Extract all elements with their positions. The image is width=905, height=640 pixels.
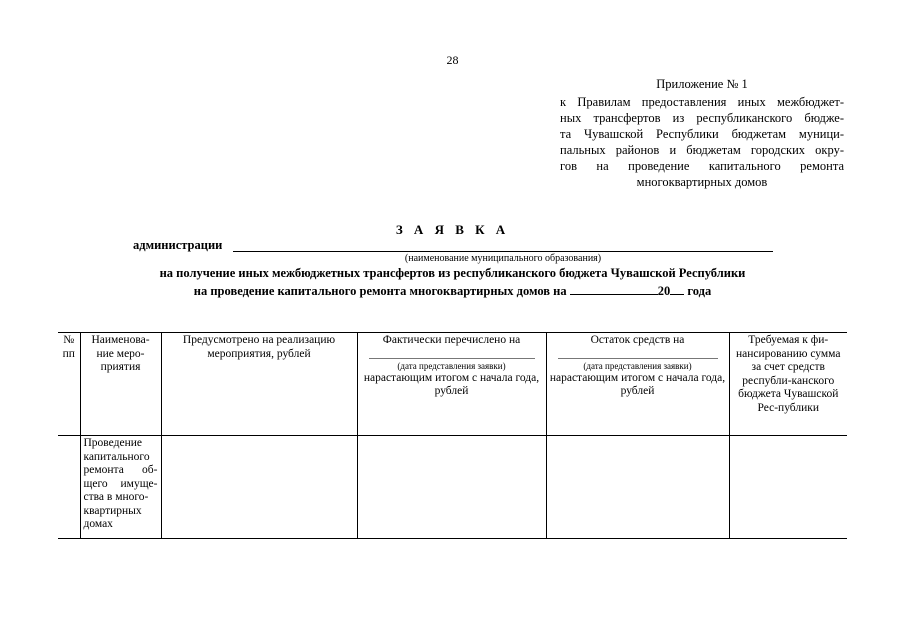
purpose-line-2 xyxy=(0,283,905,299)
appendix-line: та Чувашской Республики бюджетам муници- xyxy=(560,127,844,141)
appendix-line: ных трансфертов из республиканского бюдже- xyxy=(560,111,844,125)
appendix-title: Приложение № 1 xyxy=(656,77,748,91)
purpose-line-1: на получение иных межбюджетных трансфертов из республиканского бюджета Чувашской Республики xyxy=(159,266,746,280)
purpose-suffix: года xyxy=(687,284,712,298)
cell-name-line: капитального xyxy=(83,450,150,463)
header-name: Наименова-ние меро-приятия xyxy=(80,333,161,436)
appendix-line: многоквартирных домов xyxy=(636,175,768,189)
header-transferred xyxy=(357,333,546,436)
purpose-prefix: на проведение капитального ремонта многоквартирных домов на xyxy=(193,284,567,298)
cell-name xyxy=(80,436,161,539)
application-table xyxy=(58,332,847,539)
header-transferred-date: (дата представления заявки) xyxy=(397,360,506,371)
page-number: 28 xyxy=(446,53,459,67)
date-rule xyxy=(369,358,535,359)
document-title: З А Я В К А xyxy=(395,222,510,237)
cell-name-line: домах xyxy=(83,518,113,530)
cell-transferred xyxy=(357,436,546,539)
appendix-line: пальных районов и бюджетам городских окру- xyxy=(560,143,844,157)
date-rule xyxy=(558,358,718,359)
administration-blank xyxy=(233,251,773,252)
year-prefix: 20 xyxy=(657,284,671,298)
administration-label: администрации xyxy=(133,238,223,252)
table-header-row xyxy=(58,333,847,436)
header-remaining xyxy=(546,333,729,436)
cell-name-line: ремонта об- xyxy=(83,464,158,476)
date-blank xyxy=(570,283,658,295)
header-transferred-title: Фактически перечислено на xyxy=(382,334,521,346)
header-number: № пп xyxy=(58,333,80,436)
cell-number xyxy=(58,436,80,539)
cell-name-line: щего имуще- xyxy=(83,477,158,490)
header-remaining-date: (дата представления заявки) xyxy=(583,360,692,371)
header-remaining-title: Остаток средств на xyxy=(590,334,685,346)
year-blank xyxy=(670,283,684,295)
administration-caption: (наименование муниципального образования) xyxy=(404,253,602,264)
cell-name-line: квартирных xyxy=(83,504,142,517)
appendix-line: к Правилам предоставления иных межбюджет- xyxy=(560,95,844,109)
table-row xyxy=(58,436,847,539)
header-remaining-note: нарастающим итогом с начала года, рублей xyxy=(549,371,726,397)
appendix-reference xyxy=(560,94,844,190)
header-planned: Предусмотрено на реализацию мероприятия, рублей xyxy=(161,333,357,436)
cell-name-line: ства в много- xyxy=(83,491,149,503)
appendix-line: гов на проведение капитального ремонта xyxy=(560,159,844,173)
cell-name-line: Проведение xyxy=(83,437,142,449)
cell-planned xyxy=(161,436,357,539)
header-required: Требуемая к фи-нансированию сумма за счет средств республи-канского бюджета Чувашской Рес-публики xyxy=(729,333,847,436)
header-transferred-note: нарастающим итогом с начала года, рублей xyxy=(363,371,540,397)
cell-required xyxy=(729,436,847,539)
administration-line xyxy=(133,238,783,253)
cell-remaining xyxy=(546,436,729,539)
